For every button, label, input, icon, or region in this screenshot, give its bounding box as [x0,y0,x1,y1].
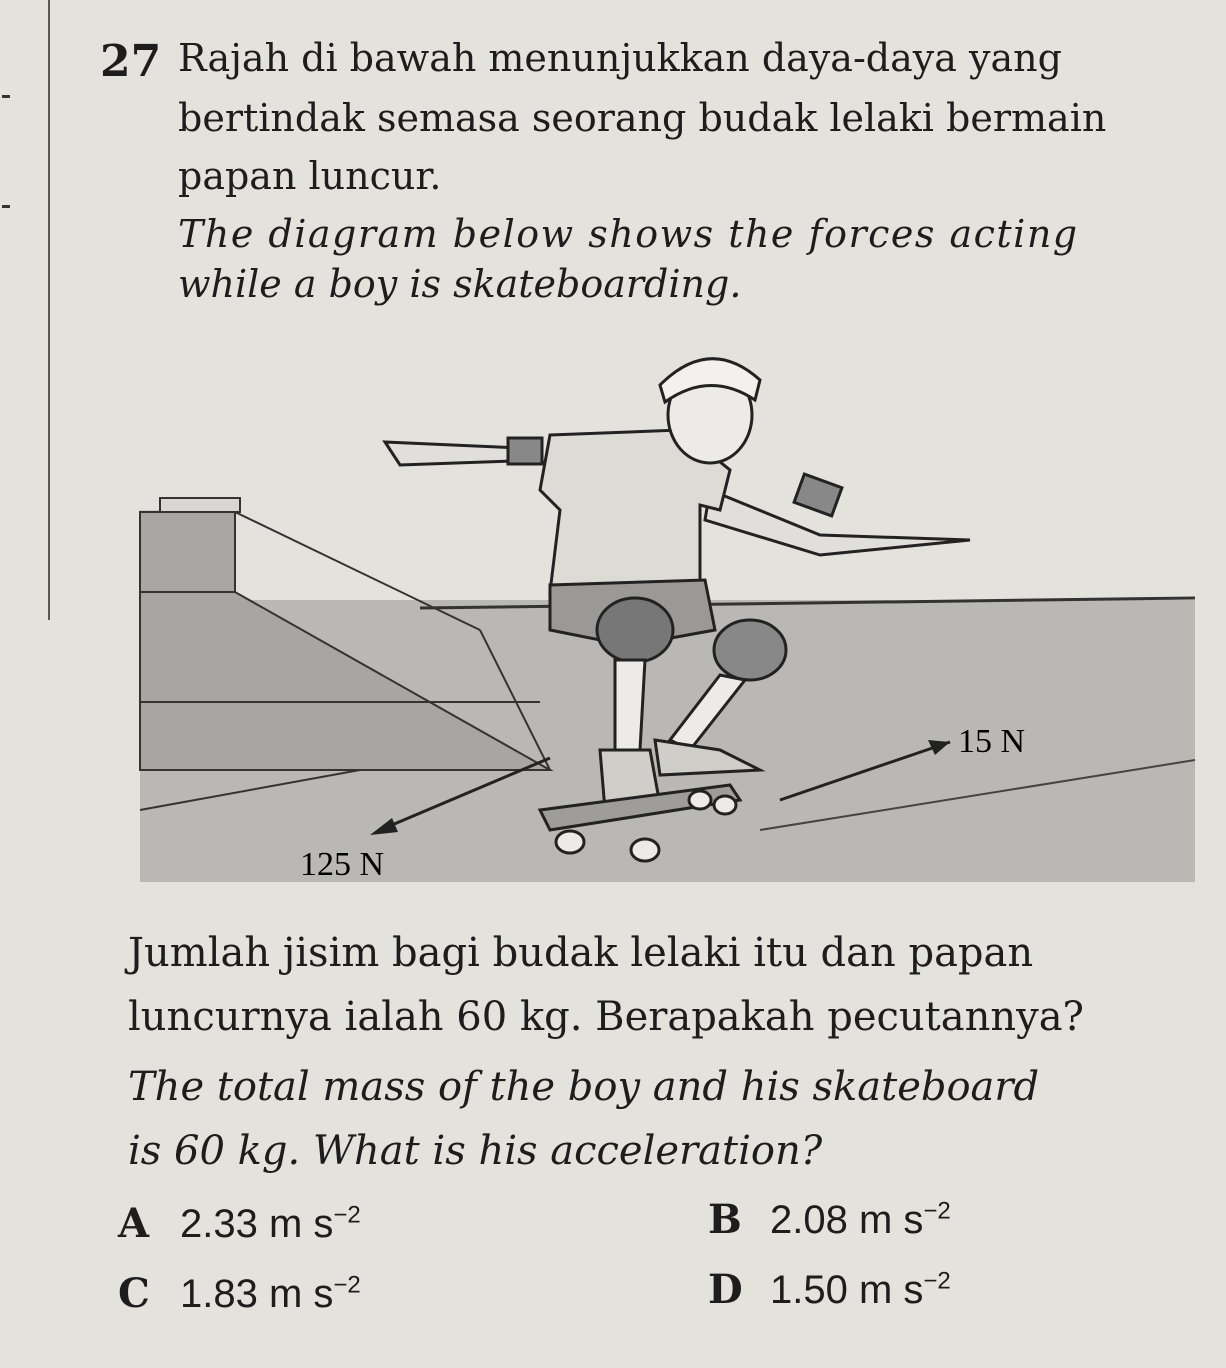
option-exponent: −2 [923,1197,951,1225]
english-intro-line-2: while a boy is skateboarding. [178,262,742,306]
malay-intro-line-3: papan luncur. [178,154,442,198]
option-a[interactable] [118,1200,361,1247]
option-letter: C [118,1270,150,1317]
option-value: 2.08 m s [770,1198,924,1242]
forward-force-label: 15 N [958,723,1026,760]
option-d[interactable] [708,1266,951,1313]
option-letter: A [118,1200,150,1247]
option-c[interactable] [118,1270,361,1317]
margin-tick [2,95,10,98]
malay-intro-line-2: bertindak semasa seorang budak lelaki bermain [178,96,1107,140]
question-number: 27 [100,36,162,87]
skateboard-force-diagram [120,330,1200,890]
option-value: 1.83 m s [180,1272,334,1316]
option-value: 2.33 m s [180,1202,334,1246]
page-margin-line [48,0,50,620]
malay-question-line-1: Jumlah jisim bagi budak lelaki itu dan papan [128,930,1034,976]
malay-question-line-2: luncurnya ialah 60 kg. Berapakah pecutannya? [128,994,1084,1040]
option-value: 1.50 m s [770,1268,924,1312]
backward-force-label: 125 N [300,846,385,883]
english-question-line-2: is 60 kg. What is his acceleration? [128,1128,823,1174]
margin-tick [2,205,10,208]
malay-intro-line-1: Rajah di bawah menunjukkan daya-daya yang [178,36,1062,80]
option-b[interactable] [708,1196,951,1243]
option-exponent: −2 [923,1267,951,1295]
english-intro-line-1: The diagram below shows the forces acting [178,212,1079,256]
option-letter: B [708,1196,742,1243]
option-exponent: −2 [333,1201,361,1229]
option-exponent: −2 [333,1271,361,1299]
ramp-wall [140,512,235,592]
english-question-line-1: The total mass of the boy and his skateboard [128,1064,1040,1110]
option-letter: D [708,1266,743,1313]
